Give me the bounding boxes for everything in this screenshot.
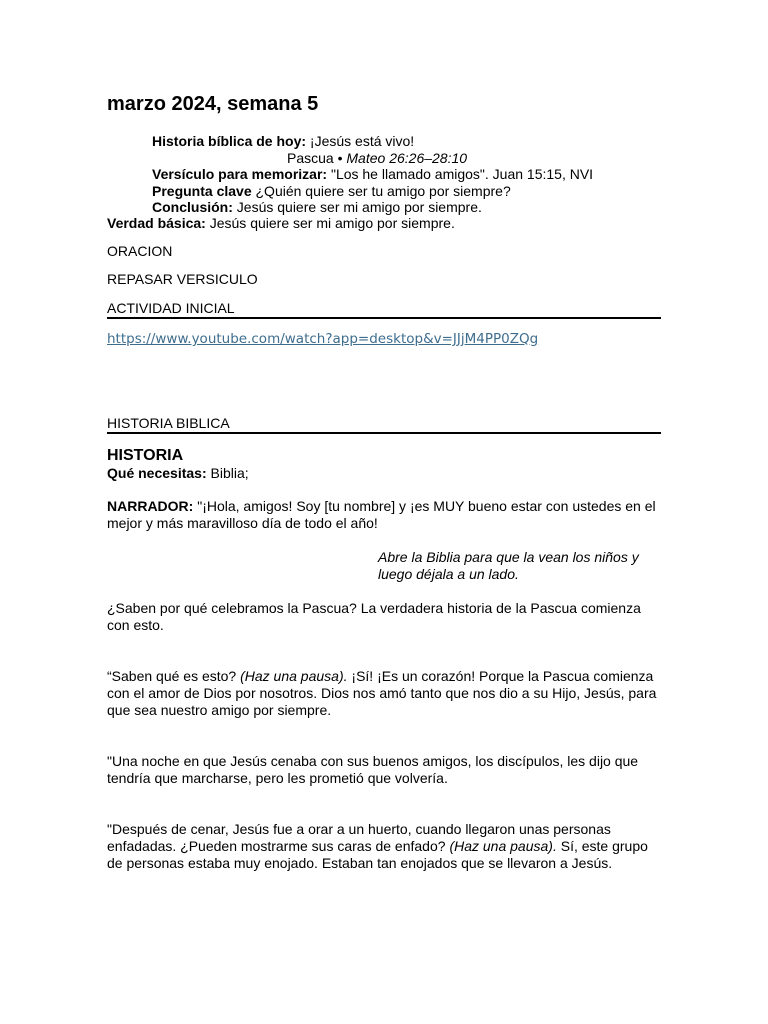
needs-colon: :	[201, 465, 207, 481]
instruction-note: Abre la Biblia para que la vean los niños y luego déjala a un lado.	[378, 549, 639, 582]
verdad-label: Verdad básica	[107, 215, 202, 231]
pregunta-value: ¿Quién quiere ser tu amigo por siempre?	[251, 183, 511, 199]
historia-value: ¡Jesús está vivo!	[306, 133, 415, 149]
verdad-value: Jesús quiere ser mi amigo por siempre.	[205, 215, 455, 231]
story-paragraph-4	[107, 821, 663, 872]
versiculo-value: "Los he llamado amigos". Juan 15:15, NVI	[327, 166, 594, 182]
paragraph-4-end: Sí, este grupo de personas estaba muy enojado. Estaban tan enojados que se llevaron a Jesús.	[107, 838, 648, 871]
oracion-heading: ORACION	[107, 243, 173, 259]
pregunta-line	[152, 183, 511, 200]
actividad-heading: ACTIVIDAD INICIAL	[107, 300, 235, 316]
pregunta-label: Pregunta clave	[152, 183, 252, 199]
historia-line	[152, 133, 414, 150]
historia-divider	[107, 432, 661, 434]
paragraph-2-start: “Saben qué es esto?	[107, 668, 241, 684]
needs-line	[107, 465, 249, 482]
story-heading: HISTORIA	[107, 447, 184, 464]
conclusion-label: Conclusión:	[152, 199, 233, 215]
paragraph-4-start: "Después de cenar, Jesús fue a orar a un huerto, cuando llegaron unas personas enfadadas. ¿Pueden mostrarme sus caras de enfado?	[107, 821, 611, 854]
narrator-label: NARRADOR:	[107, 498, 194, 514]
versiculo-label: Versículo para memorizar:	[152, 166, 328, 182]
story-paragraph-2	[107, 668, 663, 719]
conclusion-value: Jesús quiere ser mi amigo por siempre.	[232, 199, 482, 215]
pascua-line	[287, 150, 467, 167]
narrator-text: "¡Hola, amigos! Soy [tu nombre] y ¡es MUY bueno estar con ustedes en el mejor y más maravilloso día de todo el año!	[107, 498, 656, 531]
narrator-paragraph	[107, 498, 663, 532]
actividad-divider	[107, 317, 661, 319]
youtube-link[interactable]: https://www.youtube.com/watch?app=desktop&v=JJjM4PP0ZQg	[107, 331, 539, 347]
verdad-line	[107, 215, 455, 232]
pause-note: (Haz una pausa).	[449, 838, 557, 854]
story-paragraph-1: ¿Saben por qué celebramos la Pascua? La verdadera historia de la Pascua comienza con esto.	[107, 600, 641, 633]
verdad-colon: :	[201, 215, 206, 231]
historia-biblica-heading: HISTORIA BIBLICA	[107, 415, 230, 431]
pause-note: (Haz una pausa).	[240, 668, 348, 684]
paragraph-2-end: ¡Sí! ¡Es un corazón! Porque la Pascua comienza con el amor de Dios por nosotros. Dios nos amó tanto que nos dio a su Hijo, Jesús, para que sea nuestro amigo por siempre.	[107, 668, 657, 718]
needs-value: Biblia;	[206, 465, 249, 481]
historia-colon: :	[301, 133, 307, 149]
versiculo-line	[152, 166, 593, 183]
repasar-heading: REPASAR VERSICULO	[107, 271, 258, 287]
story-paragraph-3: "Una noche en que Jesús cenaba con sus buenos amigos, los discípulos, les dijo que tendría que marcharse, pero les prometió que volvería.	[107, 753, 639, 786]
needs-label: Qué necesitas	[107, 465, 202, 481]
pascua-text: Pascua •	[287, 150, 347, 166]
pascua-reference: Mateo 26:26–28:10	[346, 150, 468, 166]
conclusion-line	[152, 199, 482, 216]
historia-label: Historia bíblica de hoy	[152, 133, 302, 149]
page-title: marzo 2024, semana 5	[107, 93, 319, 115]
